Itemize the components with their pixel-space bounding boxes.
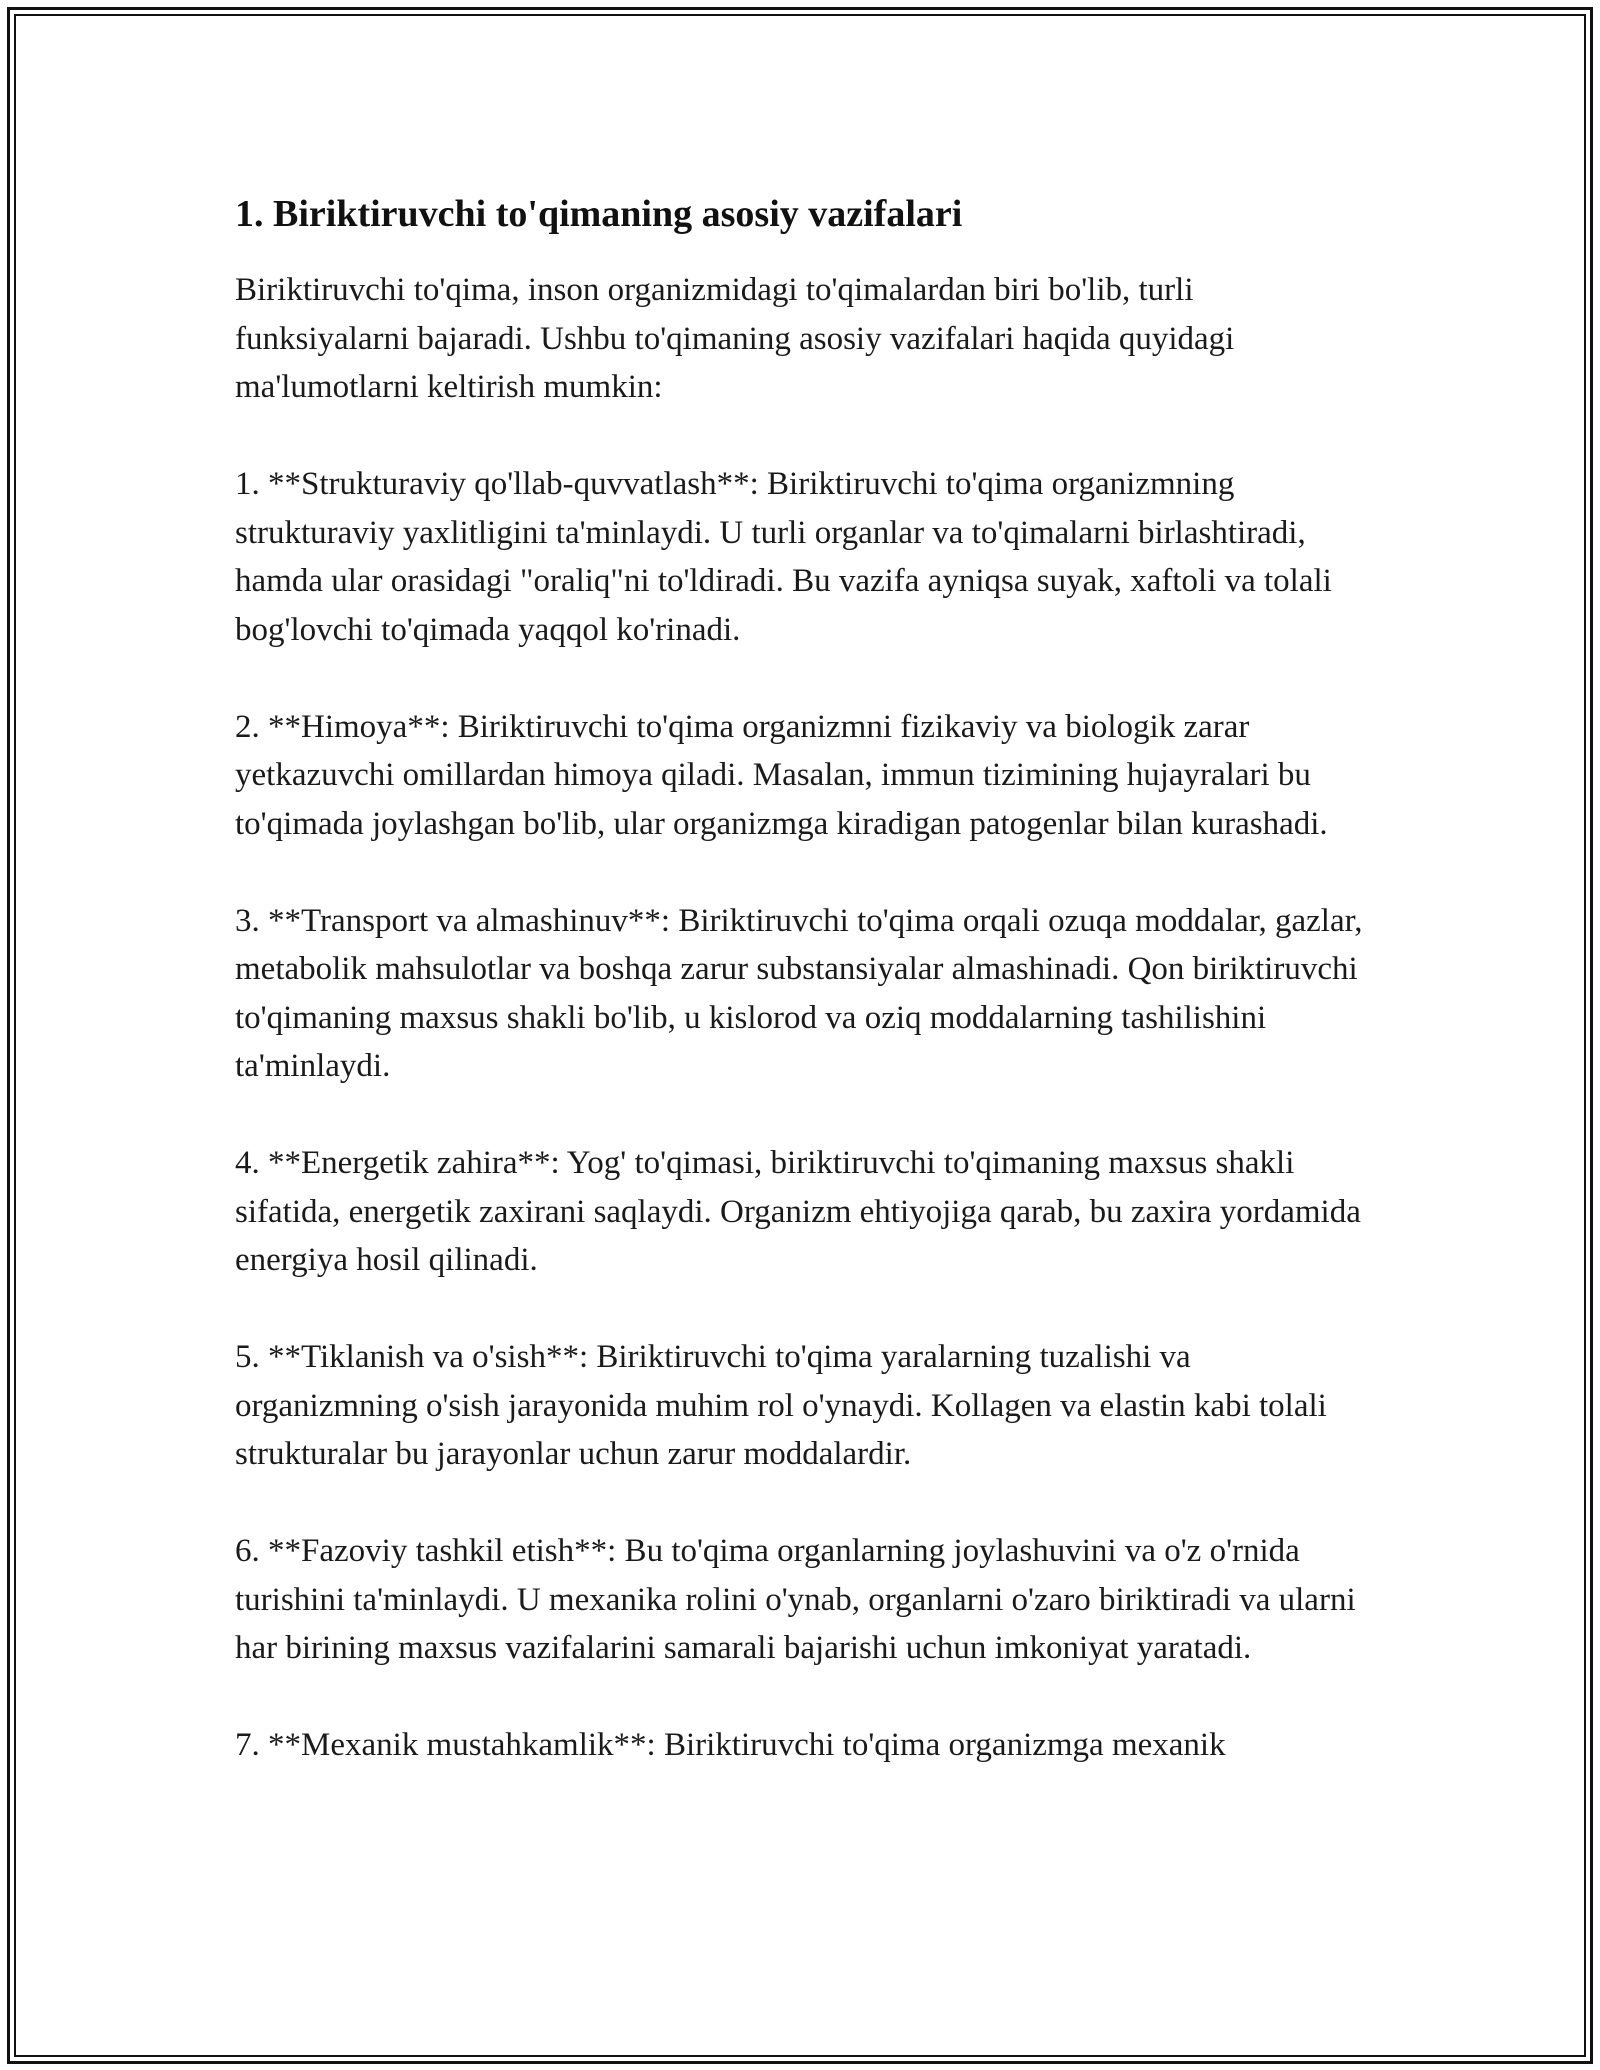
- document-title: 1. Biriktiruvchi to'qimaning asosiy vazifalari: [235, 193, 963, 235]
- list-item-regeneration: 5. **Tiklanish va o'sish**: Biriktiruvchi to'qima yaralarning tuzalishi va organizmning o'sish jarayonida muhim rol o'ynaydi. Kollagen va elastin kabi tolali strukturalar bu jarayonlar uchun zarur moddalardir.: [235, 1339, 1327, 1472]
- list-item-transport: 3. **Transport va almashinuv**: Biriktiruvchi to'qima orqali ozuqa moddalar, gazlar, metabolik mahsulotlar va boshqa zarur substansiyalar almashinadi. Qon biriktiruvchi to'qimaning maxsus shakli bo'lib, u kislorod va oziq moddalarning tashilishini ta'minlaydi.: [235, 902, 1363, 1084]
- list-item-mechanical-strength: 7. **Mexanik mustahkamlik**: Biriktiruvchi to'qima organizmga mexanik: [235, 1727, 1226, 1763]
- list-item-protection: 2. **Himoya**: Biriktiruvchi to'qima organizmni fizikaviy va biologik zarar yetkazuvchi omillardan himoya qiladi. Masalan, immun tizimining hujayralari bu to'qimada joylashgan bo'lib, ular organizmga kiradigan patogenlar bilan kurashadi.: [235, 708, 1328, 842]
- list-item-spatial-organization: 6. **Fazoviy tashkil etish**: Bu to'qima organlarning joylashuvini va o'z o'rnida turishini ta'minlaydi. U mexanika rolini o'ynab, organlarni o'zaro biriktiradi va ularni har birining maxsus vazifalarini samarali bajarishi uchun imkoniyat yaratadi.: [235, 1533, 1356, 1666]
- list-item-structural-support: 1. **Strukturaviy qo'llab-quvvatlash**: Biriktiruvchi to'qima organizmning strukturaviy yaxlitligini ta'minlaydi. U turli organlar va to'qimalarni birlashtiradi, hamda ular orasidagi "oraliq"ni to'ldiradi. Bu vazifa ayniqsa suyak, xaftoli va tolali bog'lovchi to'qimada yaqqol ko'rinadi.: [235, 466, 1332, 648]
- intro-paragraph: Biriktiruvchi to'qima, inson organizmidagi to'qimalardan biri bo'lib, turli funksiyalarni bajaradi. Ushbu to'qimaning asosiy vazifalari haqida quyidagi ma'lumotlarni keltirish mumkin:: [235, 272, 1235, 405]
- document-page: [235, 190, 1375, 1818]
- list-item-energy-reserve: 4. **Energetik zahira**: Yog' to'qimasi, biriktiruvchi to'qimaning maxsus shakli sifatida, energetik zaxirani saqlaydi. Organizm ehtiyojiga qarab, bu zaxira yordamida energiya hosil qilinadi.: [235, 1145, 1361, 1278]
